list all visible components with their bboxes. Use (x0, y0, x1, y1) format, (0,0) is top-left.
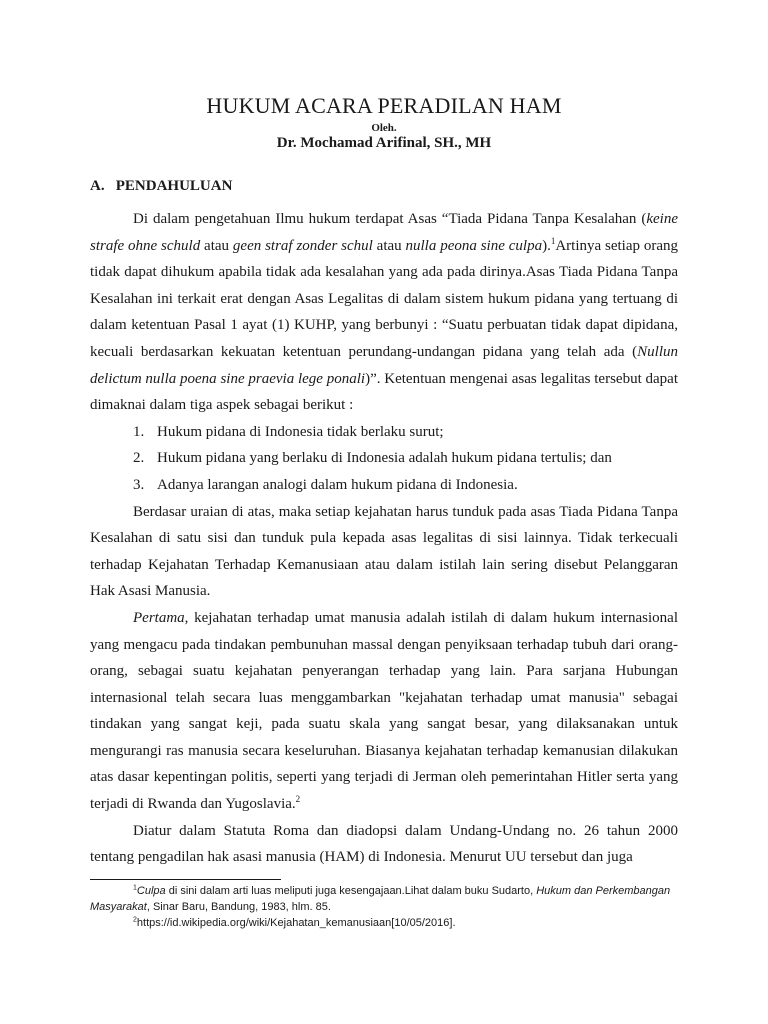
paragraph-1-text-2: atau (200, 237, 233, 254)
footnote-1-book-title: Hukum dan Perkembangan Masyarakat (90, 885, 671, 913)
footnote-1-number: 1 (133, 884, 137, 892)
paragraph-1-text-1: Di dalam pengetahuan Ilmu hukum terdapat Asas “Tiada Pidana Tanpa Kesalahan ( (133, 211, 647, 227)
list-item (133, 445, 678, 472)
footnotes (90, 883, 678, 931)
section-number: A. (90, 178, 105, 194)
paragraph-1 (90, 206, 678, 419)
paragraph-1-text-5: Artinya setiap orang tidak dapat dihukum apabila tidak ada kesalahan yang ada pada dirinya.Asas Tiada Pidana Tanpa Kesalahan ini terkait erat dengan Asas Legalitas di dalam sistem hukum pidana yang tertuang di dalam ketentuan Pasal 1 ayat (1) KUHP, yang berbunyi : “Suatu perbuatan tidak dapat dipidana, kecuali berdasarkan kekuatan ketentuan perundang-undangan pidana yang telah ada ( (90, 237, 679, 360)
latin-term-2: geen straf zonder schul (232, 237, 373, 254)
list-item (133, 419, 678, 446)
latin-term-3: nulla peona sine culpa (405, 237, 543, 254)
list-item-text: Hukum pidana yang berlaku di Indonesia adalah hukum pidana tertulis; dan (157, 450, 612, 467)
footnote-ref-2[interactable]: 2 (295, 794, 301, 805)
paragraph-1-text-6: )”. Ketentuan mengenai asas legalitas tersebut dapat dimaknai dalam tiga aspek sebagai berikut : (90, 370, 678, 414)
document-title: HUKUM ACARA PERADILAN HAM (206, 93, 562, 118)
list-item (133, 472, 678, 499)
paragraph-1-text-4: ). (542, 237, 551, 254)
list-item-text: Hukum pidana di Indonesia tidak berlaku surut; (157, 423, 444, 440)
section-heading (90, 178, 232, 195)
paragraph-3-text: , kejahatan terhadap umat manusia adalah istilah di dalam hukum internasional yang mengacu pada tindakan pembunuhan massal dengan penyiksaan terhadap tubuh dari orang-orang, sebagai suatu kejahatan penyerangan terhadap yang lain. Para sarjana Hubungan internasional telah secara luas menggambarkan "kejahatan terhadap umat manusia" sebagai tindakan yang sangat keji, pada suatu skala yang sangat besar, yang dilaksanakan untuk mengurangi ras manusia secara keseluruhan. Biasanya kejahatan terhadap kemanusian dilakukan atas dasar kepentingan politis, seperti yang terjadi di Jerman oleh pemerintahan Hitler serta yang terjadi di Rwanda dan Yugoslavia. (90, 609, 678, 813)
paragraph-4: Diatur dalam Statuta Roma dan diadopsi dalam Undang-Undang no. 26 tahun 2000 tentang pengadilan hak asasi manusia (HAM) di Indonesia. Menurut UU tersebut dan juga (90, 822, 678, 866)
footnote-ref-1[interactable]: 1 (550, 235, 556, 246)
section-title: PENDAHULUAN (115, 178, 233, 194)
list-item-number: 2. (133, 450, 145, 467)
paragraph-3 (90, 605, 678, 818)
author-name: Dr. Mochamad Arifinal, SH., MH (276, 135, 492, 151)
document-body (90, 206, 678, 871)
footnote-2-link[interactable]: https://id.wikipedia.org/wiki/Kejahatan_kemanusiaan[10/05/2016]. (136, 917, 456, 929)
latin-term-4: Nullun delictum nulla poena sine praevia lege ponali (90, 343, 678, 387)
footnote-2 (90, 915, 678, 931)
footnote-separator (90, 879, 281, 880)
footnote-1-term: Culpa (136, 885, 166, 897)
footnote-1-text-1: di sini dalam arti luas meliputi juga kesengajaan.Lihat dalam buku Sudarto, (165, 885, 537, 897)
list-item-number: 1. (133, 423, 145, 440)
paragraph-1-text-3: atau (372, 237, 406, 254)
paragraph-2: Berdasar uraian di atas, maka setiap kejahatan harus tunduk pada asas Tiada Pidana Tanpa Kesalahan di satu sisi dan tunduk pula kepada asas legalitas di sisi lainnya. Tidak terkecuali terhadap Kejahatan Terhadap Kemanusiaan atau dalam istilah lain sering disebut Pelanggaran Hak Asasi Manusia. (90, 503, 678, 600)
footnote-2-number: 2 (133, 916, 137, 924)
list-item-number: 3. (133, 476, 145, 493)
list-item-text: Adanya larangan analogi dalam hukum pidana di Indonesia. (157, 476, 518, 493)
by-label: Oleh. (371, 122, 397, 134)
emphasis-pertama: Pertama (133, 609, 185, 626)
numbered-list (90, 419, 678, 499)
document-page (90, 0, 678, 1024)
footnote-1-text-2: , Sinar Baru, Bandung, 1983, hlm. 85. (146, 901, 331, 913)
latin-term-1: keine strafe ohne schuld (90, 211, 678, 254)
footnote-1 (90, 883, 678, 915)
